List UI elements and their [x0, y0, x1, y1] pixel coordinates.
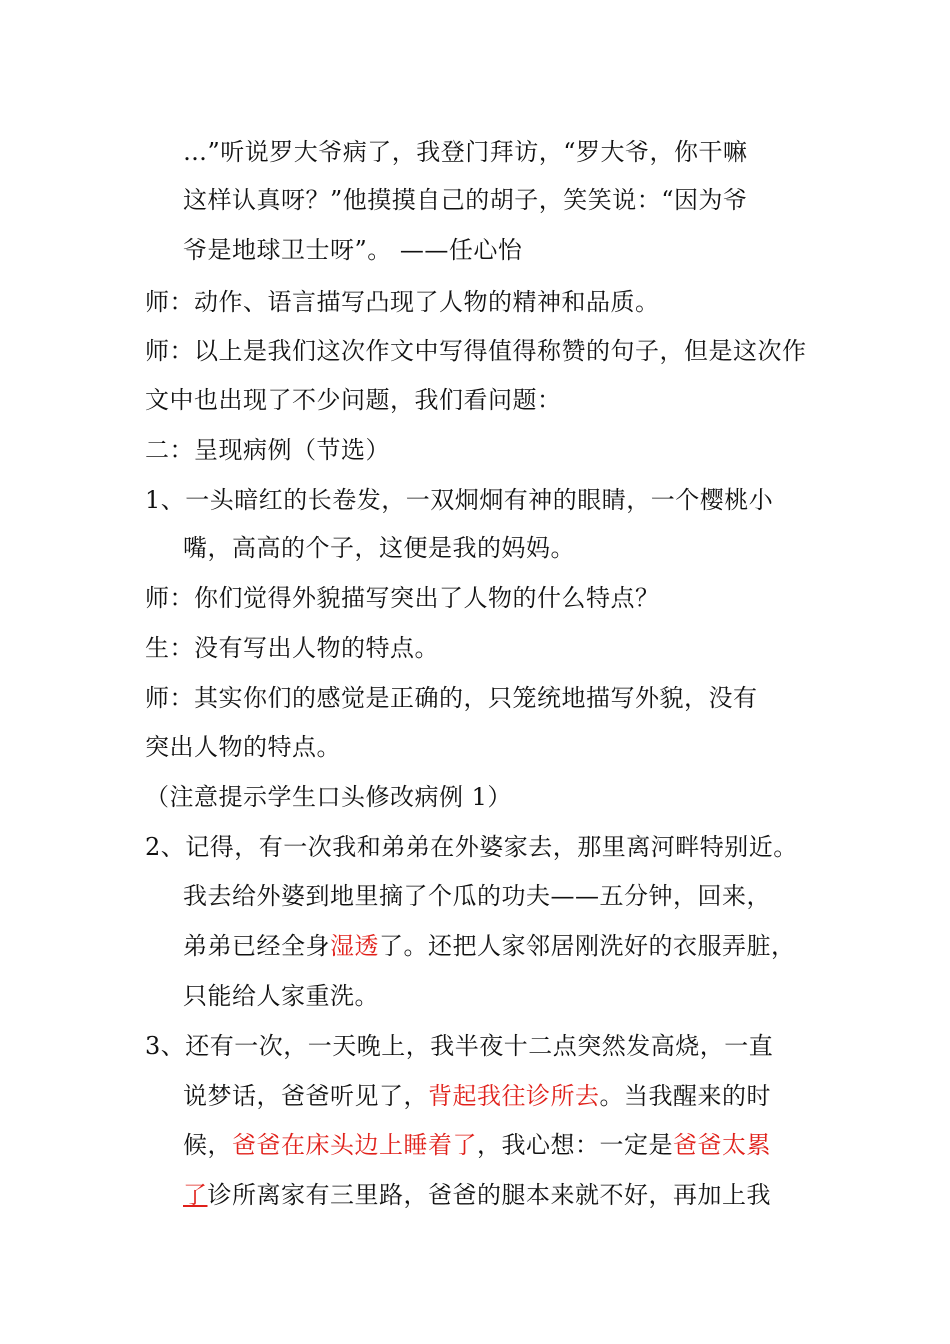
- highlighted-text: 爸爸太累: [673, 1131, 771, 1159]
- text-line: 只能给人家重洗。: [183, 982, 379, 1010]
- highlighted-text: 湿透: [330, 932, 379, 960]
- text-line: 师：你们觉得外貌描写突出了人物的什么特点？: [145, 584, 660, 612]
- text-line: 爷是地球卫士呀”。 ——任心怡: [183, 236, 523, 264]
- text-line: 师：其实你们的感觉是正确的，只笼统地描写外貌，没有: [145, 684, 758, 712]
- text-line: [183, 930, 796, 962]
- text-line: 师：以上是我们这次作文中写得值得称赞的句子，但是这次作: [145, 337, 807, 365]
- text-segment: 候，: [183, 1131, 232, 1159]
- highlighted-text: 了: [183, 1181, 208, 1209]
- text-line: [183, 1179, 771, 1211]
- text-segment: 诊所离家有三里路，爸爸的腿本来就不好，再加上我: [207, 1181, 771, 1209]
- text-line: 我去给外婆到地里摘了个瓜的功夫——五分钟，回来，: [183, 882, 771, 910]
- highlighted-text: 爸爸在床头边上睡着了: [232, 1131, 477, 1159]
- highlighted-text: 背起我往诊所去: [428, 1082, 600, 1110]
- text-line: …”听说罗大爷病了，我登门拜访，“罗大爷，你干嘛: [183, 138, 748, 166]
- section-heading: 二：呈现病例（节选）: [145, 436, 390, 464]
- text-segment: 。当我醒来的时: [599, 1082, 771, 1110]
- text-line: [183, 1129, 771, 1161]
- text-segment: 弟弟已经全身: [183, 932, 330, 960]
- text-line: 1、一头暗红的长卷发，一双炯炯有神的眼睛，一个樱桃小: [145, 486, 774, 514]
- text-line: 生：没有写出人物的特点。: [145, 634, 439, 662]
- text-segment: 说梦话，爸爸听见了，: [183, 1082, 428, 1110]
- text-segment: ，我心想：一定是: [477, 1131, 673, 1159]
- text-line: 突出人物的特点。: [145, 733, 341, 761]
- text-line: （注意提示学生口头修改病例 1）: [145, 783, 512, 811]
- text-line: [183, 1080, 771, 1112]
- text-line: 文中也出现了不少问题，我们看问题：: [145, 386, 562, 414]
- text-line: 嘴，高高的个子，这便是我的妈妈。: [183, 534, 575, 562]
- text-segment: 了。还把人家邻居刚洗好的衣服弄脏，: [379, 932, 796, 960]
- text-line: 这样认真呀？”他摸摸自己的胡子，笑笑说：“因为爷: [183, 186, 748, 214]
- text-line: 3、还有一次，一天晚上，我半夜十二点突然发高烧，一直: [145, 1032, 774, 1060]
- text-line: 2、记得，有一次我和弟弟在外婆家去，那里离河畔特别近。: [145, 833, 798, 861]
- text-line: 师：动作、语言描写凸现了人物的精神和品质。: [145, 288, 660, 316]
